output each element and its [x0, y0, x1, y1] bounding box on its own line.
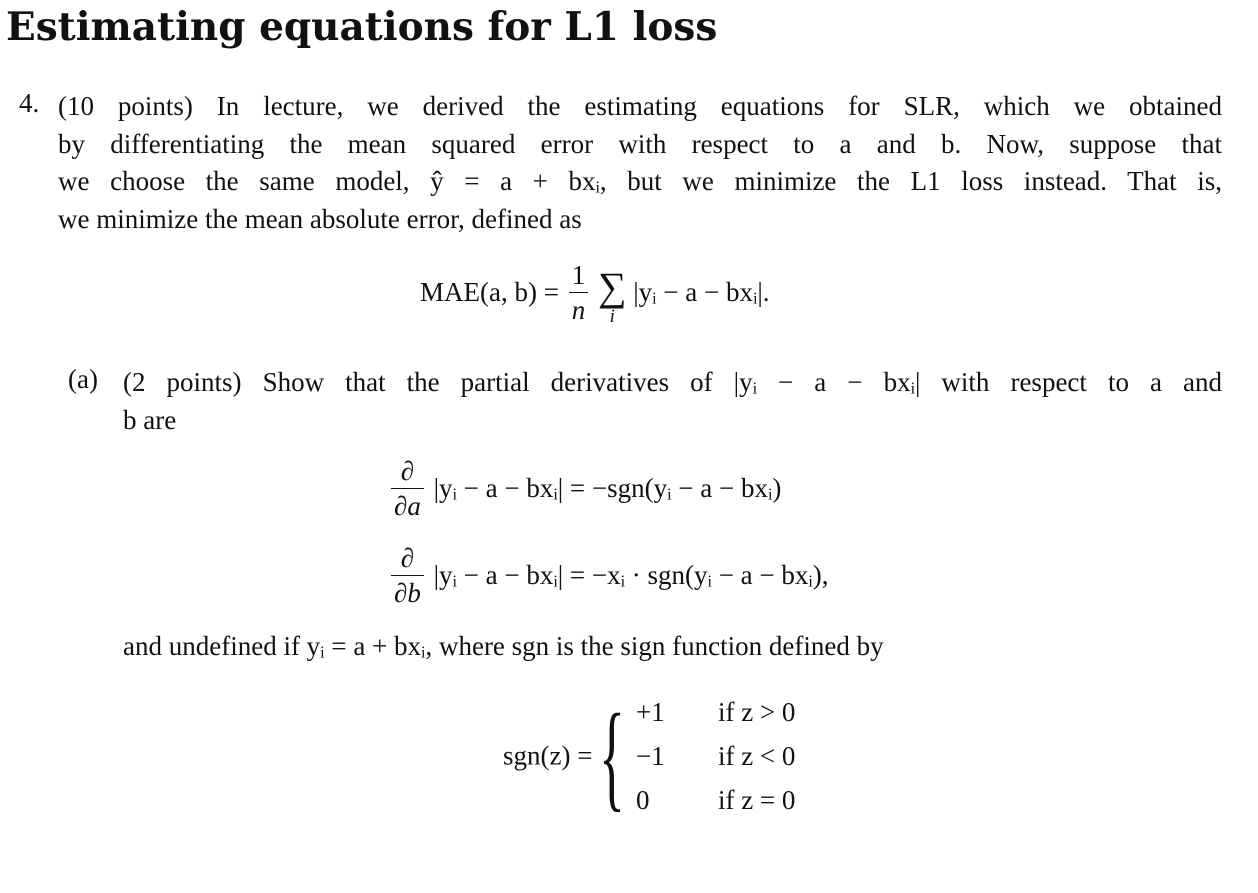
partial-b-equation [388, 541, 829, 610]
partial-a-rhs: |yᵢ − a − bxᵢ| = −sgn(yᵢ − a − bxᵢ) [433, 473, 782, 503]
fraction-numerator: 1 [569, 258, 589, 293]
page-title: Estimating equations for L1 loss [6, 4, 718, 50]
mae-rhs: |yᵢ − a − bxᵢ|. [633, 277, 770, 307]
fraction-denominator: ∂b [394, 578, 421, 608]
part-a-statement [123, 364, 1222, 439]
part-a-label: (a) [68, 364, 98, 394]
mae-equation [420, 258, 770, 327]
case-value: 0 [635, 785, 650, 815]
part-a-line: (2 points) Show that the partial derivatives of |yᵢ − a − bxᵢ| with respect to a and [123, 367, 1222, 397]
mae-lhs: MAE(a, b) = [420, 277, 559, 307]
left-brace: { [599, 689, 626, 822]
sigma-symbol: ∑ [597, 263, 627, 309]
summation-index: i [609, 305, 615, 327]
partial-b-fraction [391, 541, 424, 610]
problem-line: (10 points) In lecture, we derived the estimating equations for SLR, which we obtained [58, 91, 1222, 121]
problem-line: we minimize the mean absolute error, defined as [58, 203, 582, 234]
problem-line: we choose the same model, ŷ = a + bxᵢ, but we minimize the L1 loss instead. That is, [58, 166, 1222, 196]
fraction-denominator: ∂a [394, 491, 421, 521]
case-condition: if z < 0 [717, 741, 796, 771]
undefined-statement: and undefined if yᵢ = a + bxᵢ, where sgn is the sign function defined by [123, 631, 884, 661]
problem-number: 4. [19, 88, 40, 118]
partial-b-rhs: |yᵢ − a − bxᵢ| = −xᵢ · sgn(yᵢ − a − bxᵢ), [433, 560, 829, 590]
case-condition: if z = 0 [717, 785, 796, 815]
sgn-lhs: sgn(z) = [503, 740, 593, 771]
sgn-definition [503, 690, 795, 822]
fraction-numerator: ∂ [391, 454, 424, 489]
case-condition: if z > 0 [717, 697, 796, 727]
summation [597, 263, 627, 327]
problem-line: by differentiating the mean squared error with respect to a and b. Now, suppose that [58, 128, 1222, 159]
mae-fraction [569, 258, 589, 327]
case-row [636, 778, 795, 822]
case-value: −1 [635, 741, 665, 771]
partial-a-equation [388, 454, 781, 523]
sgn-cases [636, 690, 795, 822]
fraction-denominator: n [571, 295, 586, 325]
fraction-numerator: ∂ [391, 541, 424, 576]
case-row [636, 734, 795, 778]
part-a-line: b are [123, 404, 177, 435]
case-row [636, 690, 795, 734]
case-value: +1 [635, 697, 665, 727]
partial-a-fraction [391, 454, 424, 523]
problem-statement [58, 88, 1222, 238]
